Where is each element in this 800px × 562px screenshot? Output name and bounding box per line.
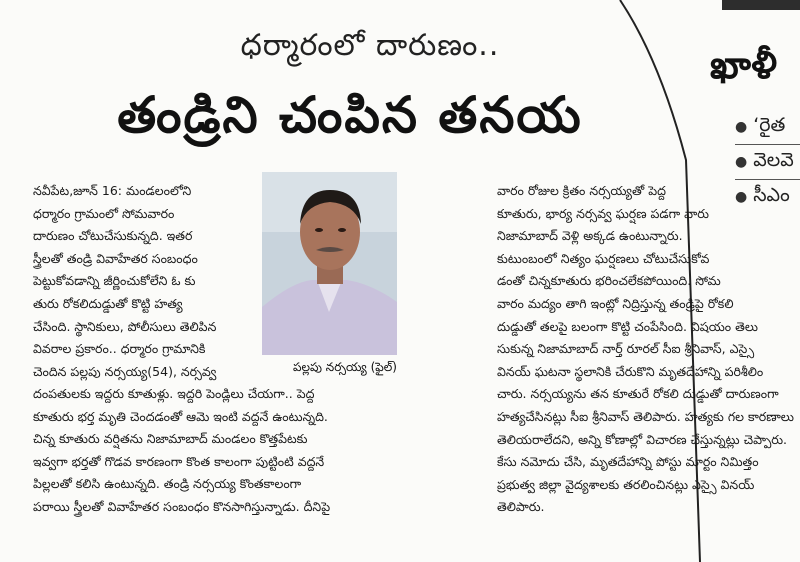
text-line: పరాయి స్త్రీలతో వివాహేతర సంబంధం కొనసాగిస్తున్నాడు. దీనిపై bbox=[33, 498, 331, 514]
neighbor-photo-strip bbox=[722, 0, 800, 10]
portrait-image bbox=[262, 172, 397, 355]
text-line: వివరాల ప్రకారం.. ధర్మారం గ్రామానికి bbox=[33, 341, 206, 357]
bullet-icon: ● bbox=[735, 154, 748, 170]
bullet-icon: ● bbox=[735, 119, 748, 135]
text-line: నిజామాబాద్ వెళ్లి అక్కడ ఉంటున్నారు. bbox=[497, 228, 683, 244]
text-line: పెట్టుకోవడాన్ని జీర్ణించుకోలేని ఓ కు bbox=[33, 273, 196, 289]
text-line: నవీపేట,జూన్ 16: మండలంలోని bbox=[33, 183, 192, 198]
text-line: కూతురు, భార్య నర్సవ్వ ఘర్షణ పడగా వారు bbox=[497, 205, 709, 221]
article-body-left-top bbox=[33, 180, 258, 383]
text-line: సుకున్న నిజామాబాద్ నార్త్ రూరల్ సీఐ శ్రీనివాస్, ఎస్సై bbox=[497, 341, 755, 357]
text-line: చిన్న కూతురు వర్షితను నిజామాబాద్ మండలం కొత్తపేటకు bbox=[33, 431, 308, 447]
text-line: కుటుంబంలో నిత్యం ఘర్షణలు చోటుచేసుకోవ bbox=[497, 250, 710, 266]
text-line: ప్రభుత్వ జిల్లా వైద్యశాలకు తరలించినట్లు ఎస్సై వినయ్ bbox=[497, 476, 755, 492]
text-line: తురు రోకలిదుడ్డుతో కొట్టి హత్య bbox=[33, 295, 183, 311]
list-item: ● వెలవె bbox=[735, 145, 800, 180]
text-line: తెలియరాలేదని, అన్ని కోణాల్లో విచారణ చేస్తున్నట్లు చెప్పారు. bbox=[497, 431, 787, 447]
text-line: డంతో చిన్నకూతురు భరించలేకపోయింది. సోమ bbox=[497, 273, 721, 289]
neighbor-article-title: ఖాళీ bbox=[710, 43, 777, 87]
text-line: వినయ్ ఘటనా స్థలానికి చేరుకొని మృతదేహాన్ని పరిశీలిం bbox=[497, 363, 764, 379]
text-line: చేసింది. స్థానికులు, పోలీసులు తెలిపిన bbox=[33, 318, 217, 334]
list-item: ● సీఎం bbox=[735, 183, 790, 206]
text-line: దుడ్డుతో తలపై బలంగా కొట్టి చంపేసింది. విషయం తెలు bbox=[497, 318, 759, 334]
text-line: స్త్రీలతో తండ్రి వివాహేతర సంబంధం bbox=[33, 250, 198, 266]
text-line: కేసు నమోదు చేసి, మృతదేహాన్ని పోస్టు మార్టం నిమిత్తం bbox=[497, 454, 759, 470]
bullet-icon: ● bbox=[735, 189, 748, 205]
article-body-left-bottom bbox=[33, 383, 453, 519]
text-line: దంపతులకు ఇద్దరు కూతుళ్లు. ఇద్దరి పెండ్లిలు చేయగా.. పెద్ద bbox=[33, 386, 315, 401]
text-line: చారు. నర్సయ్యను తన కూతురే రోకలి దుడ్డుతో దారుణంగా bbox=[497, 386, 779, 402]
victim-photo bbox=[262, 172, 397, 355]
kicker-headline: ధర్మారంలో దారుణం.. bbox=[240, 28, 500, 63]
text-line: ఇవ్వగా భర్తతో గొడవ కారణంగా కొంత కాలంగా పుట్టింటి వద్దనే bbox=[33, 453, 325, 469]
article-body-right bbox=[497, 180, 797, 519]
text-line: పిల్లలతో కలిసి ఉంటున్నది. తండ్రి నర్సయ్య కొంతకాలంగా bbox=[33, 476, 302, 492]
text-line: ధర్మారం గ్రామంలో సోమవారం bbox=[33, 205, 175, 221]
text-line: వారం రోజుల క్రితం నర్సయ్యతో పెద్ద bbox=[497, 183, 666, 198]
photo-caption: పల్లపు నర్సయ్య (ఫైల్) bbox=[292, 360, 397, 374]
text-line: వారం మద్యం తాగి ఇంట్లో నిద్రిస్తున్న తండ్రిపై రోకలి bbox=[497, 295, 734, 311]
text-line: దారుణం చోటుచేసుకున్నది. ఇతర bbox=[33, 228, 193, 244]
text-line: చెందిన పల్లపు నర్సయ్య(54), నర్సవ్వ bbox=[33, 363, 217, 379]
text-line: హత్యచేసినట్లు సీఐ శ్రీనివాస్ తెలిపారు. హత్యకు గల కారణాలు bbox=[497, 408, 794, 424]
text-line: కూతురు భర్త మృతి చెందడంతో ఆమె ఇంటి వద్దనే ఉంటున్నది. bbox=[33, 408, 328, 424]
main-headline: తండ్రిని చంపిన తనయ bbox=[117, 86, 583, 144]
text-line: తెలిపారు. bbox=[497, 499, 545, 515]
list-item: ● ‘రైత bbox=[735, 110, 800, 145]
